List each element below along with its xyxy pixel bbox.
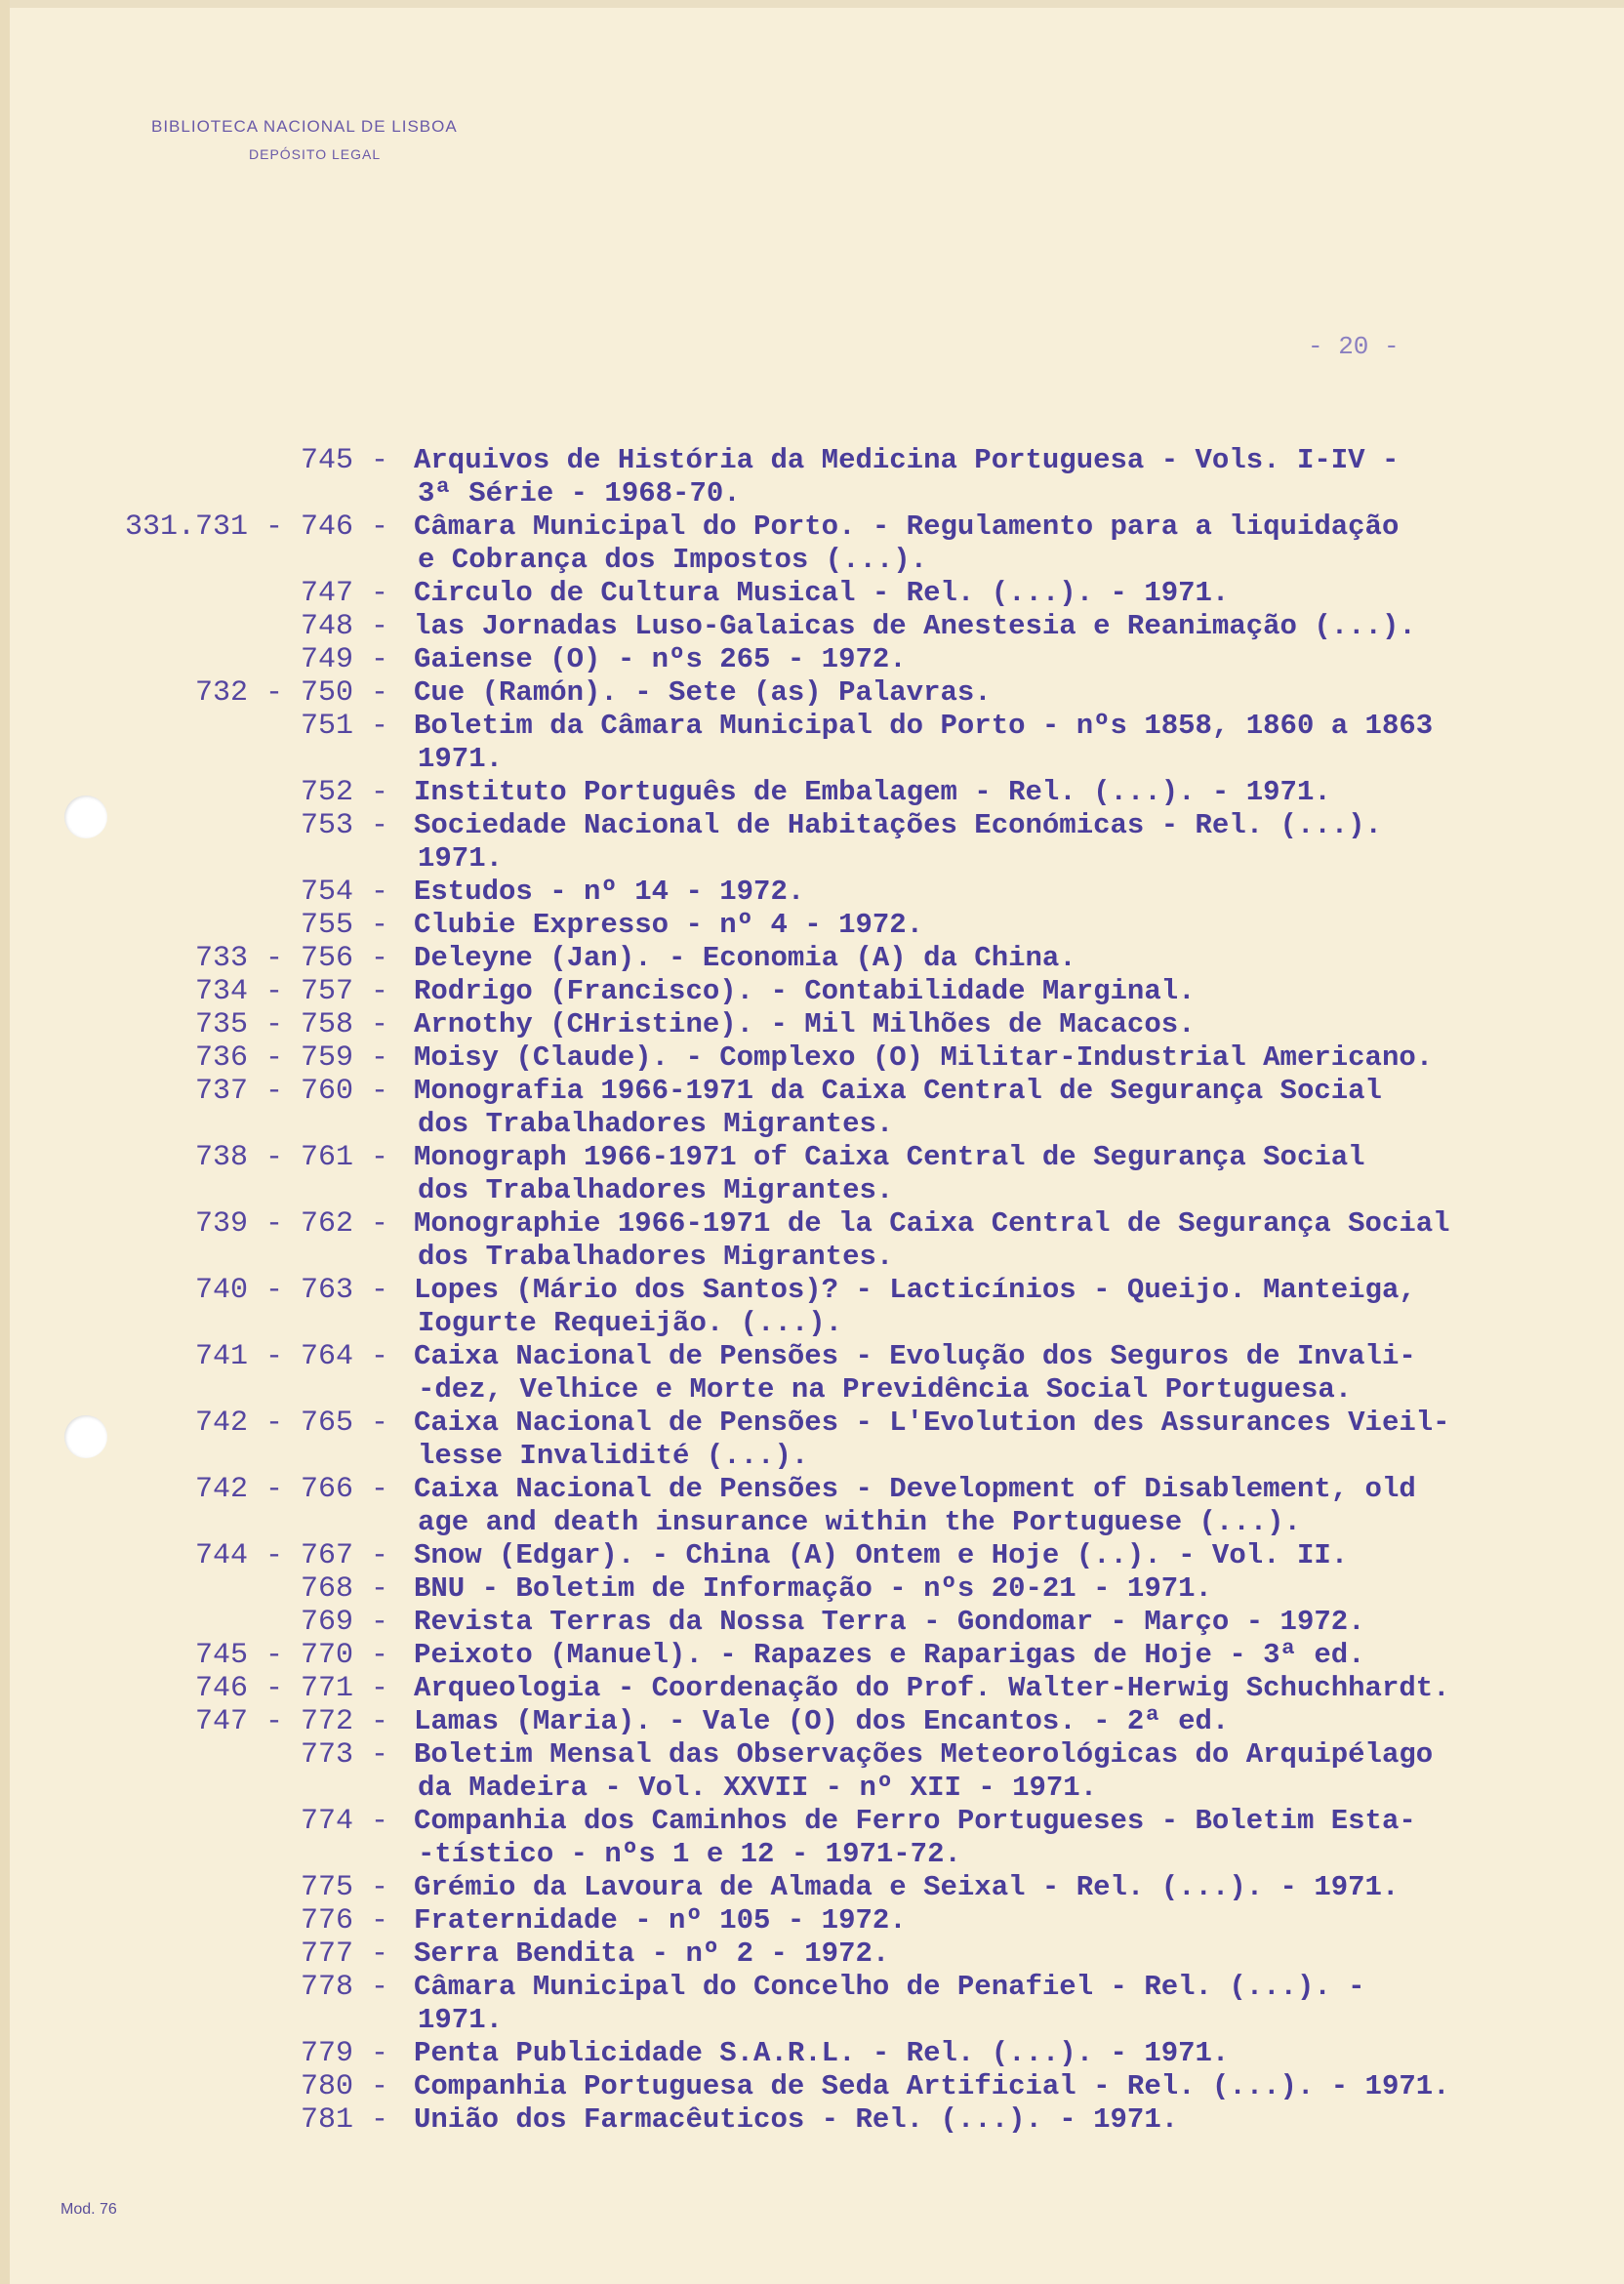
entry-number: 771 - [300,1672,388,1705]
entry-text: Arqueologia - Coordenação do Prof. Walter-Herwig Schuchhardt. [414,1672,1450,1704]
list-item [0,942,1624,975]
entry-text: Revista Terras da Nossa Terra - Gondomar - Março - 1972. [414,1606,1365,1638]
entry-text: Estudos - nº 14 - 1972. [414,876,805,908]
entry-number: 765 - [300,1407,388,1440]
list-item [0,1738,1624,1772]
entry-text: las Jornadas Luso-Galaicas de Anestesia e Reanimação (...). [414,610,1416,642]
entry-text: lesse Invalidité (...). [418,1440,809,1472]
list-item [0,776,1624,809]
secondary-number: 742 - [194,1473,283,1506]
secondary-number: 744 - [194,1539,283,1572]
list-item [0,1606,1624,1639]
entry-number: 748 - [300,610,388,643]
entry-text: Monographie 1966-1971 de la Caixa Central de Segurança Social [414,1207,1450,1240]
secondary-number: 331.731 - [124,510,283,544]
entry-text: BNU - Boletim de Informação - nºs 20-21 - 1971. [414,1572,1212,1605]
entry-number: 745 - [300,444,388,477]
list-item [0,1075,1624,1108]
entry-number: 769 - [300,1606,388,1639]
entry-number: 772 - [300,1705,388,1738]
list-item [0,876,1624,909]
entry-text: 3ª Série - 1968-70. [418,477,741,510]
secondary-number: 742 - [194,1407,283,1440]
entry-number: 749 - [300,643,388,676]
secondary-number: 732 - [194,676,283,710]
institution-name: BIBLIOTECA NACIONAL DE LISBOA [151,117,458,136]
entry-text: Companhia dos Caminhos de Ferro Portugueses - Boletim Esta- [414,1805,1416,1837]
list-item-continuation [0,544,1624,577]
entry-text: dos Trabalhadores Migrantes. [418,1108,894,1140]
list-item [0,1141,1624,1174]
secondary-number: 739 - [194,1207,283,1241]
entry-number: 781 - [300,2103,388,2137]
list-item [0,975,1624,1008]
entry-number: 763 - [300,1274,388,1307]
list-item [0,510,1624,544]
list-item [0,1041,1624,1075]
secondary-number: 736 - [194,1041,283,1075]
secondary-number: 733 - [194,942,283,975]
list-item [0,1639,1624,1672]
list-item [0,1207,1624,1241]
entry-number: 778 - [300,1971,388,2004]
entry-text: Fraternidade - nº 105 - 1972. [414,1904,907,1937]
list-item-continuation [0,477,1624,510]
entry-text: Lopes (Mário dos Santos)? - Lacticínios - Queijo. Manteiga, [414,1274,1416,1306]
entry-text: Caixa Nacional de Pensões - Development of Disablement, old [414,1473,1416,1505]
entry-number: 774 - [300,1805,388,1838]
department-name: DEPÓSITO LEGAL [249,146,382,162]
entry-number: 756 - [300,942,388,975]
entry-text: Grémio da Lavoura de Almada e Seixal - Rel. (...). - 1971. [414,1871,1400,1903]
entry-text: dos Trabalhadores Migrantes. [418,1174,894,1206]
entry-text: Serra Bendita - nº 2 - 1972. [414,1937,890,1970]
entry-number: 752 - [300,776,388,809]
entry-number: 779 - [300,2037,388,2070]
list-item [0,809,1624,842]
entry-number: 780 - [300,2070,388,2103]
list-item [0,1008,1624,1041]
entry-number: 767 - [300,1539,388,1572]
entry-number: 761 - [300,1141,388,1174]
list-item [0,1340,1624,1373]
entry-number: 751 - [300,710,388,743]
entry-text: Instituto Português de Embalagem - Rel. (...). - 1971. [414,776,1331,808]
list-item-continuation [0,1373,1624,1407]
list-item-continuation [0,1108,1624,1141]
secondary-number: 741 - [194,1340,283,1373]
entry-text: Monograph 1966-1971 of Caixa Central de Segurança Social [414,1141,1365,1173]
letterhead [151,117,458,162]
list-item [0,2070,1624,2103]
entry-text: -tístico - nºs 1 e 12 - 1971-72. [418,1838,961,1870]
entry-number: 777 - [300,1937,388,1971]
list-item [0,676,1624,710]
list-item [0,1937,1624,1971]
entry-number: 754 - [300,876,388,909]
list-item [0,1473,1624,1506]
list-item-continuation [0,743,1624,776]
list-item [0,1705,1624,1738]
list-item [0,577,1624,610]
secondary-number: 745 - [194,1639,283,1672]
entry-text: -dez, Velhice e Morte na Previdência Social Portuguesa. [418,1373,1353,1406]
entry-text: Companhia Portuguesa de Seda Artificial - Rel. (...). - 1971. [414,2070,1450,2102]
entry-text: Iogurte Requeijão. (...). [418,1307,843,1339]
entry-text: age and death insurance within the Portuguese (...). [418,1506,1301,1538]
list-item-continuation [0,1506,1624,1539]
secondary-number: 734 - [194,975,283,1008]
entry-text: Circulo de Cultura Musical - Rel. (...). - 1971. [414,577,1230,609]
entry-number: 755 - [300,909,388,942]
entry-text: Clubie Expresso - nº 4 - 1972. [414,909,924,941]
entry-text: Arnothy (CHristine). - Mil Milhões de Macacos. [414,1008,1196,1040]
entry-number: 766 - [300,1473,388,1506]
list-item [0,2103,1624,2137]
list-item [0,643,1624,676]
entry-text: Penta Publicidade S.A.R.L. - Rel. (...). - 1971. [414,2037,1230,2069]
entry-text: Câmara Municipal do Concelho de Penafiel - Rel. (...). - [414,1971,1365,2003]
entry-number: 759 - [300,1041,388,1075]
entry-number: 753 - [300,809,388,842]
list-item [0,1572,1624,1606]
entry-number: 746 - [300,510,388,544]
entry-number: 757 - [300,975,388,1008]
entry-number: 758 - [300,1008,388,1041]
entry-text: Moisy (Claude). - Complexo (O) Militar-Industrial Americano. [414,1041,1434,1074]
entry-list [0,444,1624,2137]
list-item [0,1274,1624,1307]
list-item [0,1904,1624,1937]
entry-text: dos Trabalhadores Migrantes. [418,1241,894,1273]
entry-text: Sociedade Nacional de Habitações Económicas - Rel. (...). [414,809,1382,841]
entry-text: Peixoto (Manuel). - Rapazes e Raparigas de Hoje - 3ª ed. [414,1639,1365,1671]
secondary-number: 747 - [194,1705,283,1738]
secondary-number: 735 - [194,1008,283,1041]
secondary-number: 740 - [194,1274,283,1307]
secondary-number: 737 - [194,1075,283,1108]
entry-number: 760 - [300,1075,388,1108]
form-code: Mod. 76 [61,2201,117,2218]
entry-number: 762 - [300,1207,388,1241]
list-item-continuation [0,1174,1624,1207]
entry-text: 1971. [418,2004,504,2036]
entry-text: 1971. [418,743,504,775]
entry-text: Gaiense (O) - nºs 265 - 1972. [414,643,907,675]
entry-text: Arquivos de História da Medicina Portuguesa - Vols. I-IV - [414,444,1400,476]
list-item [0,444,1624,477]
entry-text: Cue (Ramón). - Sete (as) Palavras. [414,676,992,709]
list-item [0,1407,1624,1440]
list-item [0,1871,1624,1904]
list-item [0,1539,1624,1572]
entry-text: Boletim Mensal das Observações Meteorológicas do Arquipélago [414,1738,1434,1771]
entry-number: 770 - [300,1639,388,1672]
list-item [0,2037,1624,2070]
entry-text: e Cobrança dos Impostos (...). [418,544,928,576]
list-item-continuation [0,842,1624,876]
entry-number: 750 - [300,676,388,710]
entry-text: Monografia 1966-1971 da Caixa Central de Segurança Social [414,1075,1382,1107]
entry-text: Rodrigo (Francisco). - Contabilidade Marginal. [414,975,1196,1007]
list-item-continuation [0,1838,1624,1871]
entry-text: Lamas (Maria). - Vale (O) dos Encantos. - 2ª ed. [414,1705,1230,1737]
entry-text: Snow (Edgar). - China (A) Ontem e Hoje (..). - Vol. II. [414,1539,1349,1571]
list-item [0,710,1624,743]
entry-text: Caixa Nacional de Pensões - Evolução dos Seguros de Invali- [414,1340,1416,1372]
entry-text: Deleyne (Jan). - Economia (A) da China. [414,942,1076,974]
entry-number: 768 - [300,1572,388,1606]
entry-text: 1971. [418,842,504,875]
list-item [0,1971,1624,2004]
list-item-continuation [0,1772,1624,1805]
entry-text: Caixa Nacional de Pensões - L'Evolution des Assurances Vieil- [414,1407,1450,1439]
list-item-continuation [0,2004,1624,2037]
paper-top-edge [0,0,1624,8]
list-item [0,1805,1624,1838]
entry-number: 776 - [300,1904,388,1937]
list-item-continuation [0,1307,1624,1340]
list-item [0,909,1624,942]
entry-text: Câmara Municipal do Porto. - Regulamento para a liquidação [414,510,1400,543]
page-number: - 20 - [1308,332,1400,361]
entry-text: União dos Farmacêuticos - Rel. (...). - 1971. [414,2103,1179,2136]
list-item-continuation [0,1440,1624,1473]
list-item [0,610,1624,643]
entry-number: 764 - [300,1340,388,1373]
entry-text: Boletim da Câmara Municipal do Porto - nºs 1858, 1860 a 1863 [414,710,1434,742]
secondary-number: 738 - [194,1141,283,1174]
entry-number: 747 - [300,577,388,610]
secondary-number: 746 - [194,1672,283,1705]
entry-number: 773 - [300,1738,388,1772]
list-item-continuation [0,1241,1624,1274]
entry-number: 775 - [300,1871,388,1904]
entry-text: da Madeira - Vol. XXVII - nº XII - 1971. [418,1772,1098,1804]
list-item [0,1672,1624,1705]
